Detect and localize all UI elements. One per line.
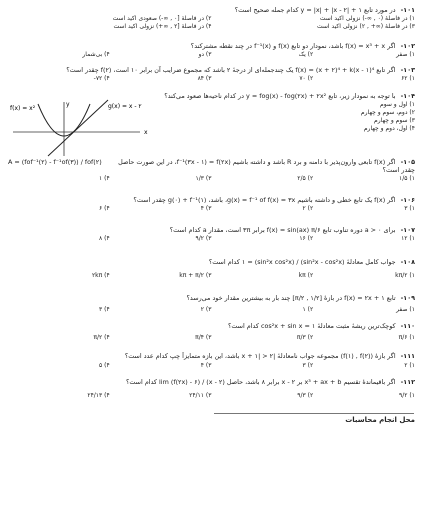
question-103 [8, 66, 415, 83]
options [8, 362, 415, 370]
question-number: ۱۰۱- [400, 6, 415, 14]
option-4[interactable]: ۴) اول، دوم و چهارم [363, 125, 415, 132]
options [8, 75, 415, 83]
options [8, 272, 415, 280]
option-2[interactable]: ۲) ۲/۵ [297, 175, 314, 182]
label-g: g(x) = x - ۲ [108, 103, 142, 110]
question-number: ۱۰۵- [400, 158, 415, 166]
option-3[interactable]: ۳) در فاصلهٔ (∞+ , ۲) نزولی اکید است [316, 23, 415, 30]
option-1[interactable]: ۱) ۹/۲ [399, 392, 415, 399]
option-3[interactable]: ۳) ۱/۳ [195, 175, 212, 182]
question-number: ۱۰۶- [400, 196, 415, 204]
option-1[interactable]: ۱) صفر [396, 306, 415, 313]
option-2[interactable]: ۲) ۱۶ [299, 235, 314, 242]
label-f: f(x) = x² [10, 105, 36, 112]
option-2[interactable]: ۲) ۷۰ [299, 75, 314, 82]
question-number: ۱۱۰- [400, 322, 415, 330]
question-101 [8, 6, 415, 31]
option-3[interactable]: ۳) ۲۴/۱۱ [189, 392, 212, 399]
question-106 [8, 196, 415, 213]
question-stem: تابع f(x) = ۲x + ۱ در بازهٔ [۱/۲ , π/۲] چند بار به بیشترین مقدار خود می‌رسد؟ [186, 294, 396, 302]
option-2[interactable]: ۲) ۹/۳ [297, 392, 314, 399]
question-102 [8, 42, 415, 59]
question-107 [8, 226, 415, 243]
option-4[interactable]: ۴) ۵ [99, 362, 110, 369]
question-stem: اگر باقیماندهٔ تقسیم x³ + ax + b بر x - ۲ برابر ۸ باشد، حاصل lim (f(۲x) - ۶) / (x - ۲) کدام است؟ [126, 378, 396, 386]
option-4[interactable]: ۴) ۳ [99, 306, 110, 313]
scratch-area-label: محل انجام محاسبات [345, 416, 415, 424]
option-4[interactable]: ۴) ۶ [99, 205, 110, 212]
option-2[interactable]: ۲) دوم، سوم و چهارم [360, 109, 415, 116]
option-2[interactable]: ۲) kπ [298, 272, 314, 279]
options [8, 235, 415, 243]
options [235, 101, 415, 133]
option-4[interactable]: ۴) ۸ [99, 235, 110, 242]
question-112 [8, 378, 415, 400]
option-3[interactable]: ۳) ۲ [200, 306, 212, 313]
option-4[interactable]: ۴) ۲۴/۱۳ [87, 392, 110, 399]
question-stem: اگر f(x) یک تابع خطی و داشته باشیم g(x) = f⁻¹ of f(x) = ۳x، باشد، g(۰) + f⁻¹(۱) چقدر است؟ [133, 196, 396, 204]
option-1[interactable]: ۱) اول و سوم [380, 101, 415, 108]
options [8, 334, 415, 342]
option-2[interactable]: ۲) ۲ [302, 205, 314, 212]
line-curve [48, 100, 108, 156]
question-number: ۱۰۸- [400, 258, 415, 266]
function-graph [8, 98, 158, 158]
option-4[interactable]: ۴) ۲kπ [91, 272, 110, 279]
option-1[interactable]: ۱) صفر [396, 51, 415, 58]
option-3[interactable]: ۳) kπ + π/۲ [179, 272, 212, 279]
question-stem: اگر بازهٔ (f(۱) , f(۲)) مجموعه جواب نامعادلهٔ |x + ۱| > ۲ باشد، این بازه متمایزاً چپ کدام عدد است؟ [124, 352, 396, 360]
question-stem-cont: چقدر است؟ [382, 166, 415, 174]
option-3[interactable]: ۳) دو [198, 51, 212, 58]
option-4[interactable]: ۴) ۷۲- [93, 75, 110, 82]
question-111 [8, 352, 415, 370]
question-109 [8, 294, 415, 314]
question-stem: اگر f(x) تابعی وارون‌پذیر با دامنه و برد R باشد و داشته باشیم f⁻¹(۳x - ۱) = f(۲x)، در این صورت حاصل [118, 158, 396, 166]
question-108 [8, 258, 415, 280]
option-3[interactable]: ۳) ۴ [200, 362, 212, 369]
question-number: ۱۰۲- [400, 42, 415, 50]
options [8, 175, 415, 183]
options [8, 205, 415, 213]
option-4[interactable]: ۴) بی‌شمار [82, 51, 110, 58]
options [8, 15, 415, 31]
question-stem: کوچک‌ترین ریشهٔ مثبت معادلهٔ cos²x + sin x = ۱ کدام است؟ [227, 322, 396, 330]
question-stem: اگر تابع f(x) = (x + ۲)⁴ + k(x - ۱)⁴ یک چندجمله‌ای از درجهٔ ۲ باشد که مجموع ضرایب آن برابر ۱۰ است، f(۲) چقدر است؟ [66, 66, 396, 74]
option-4[interactable]: ۴) π/۲ [93, 334, 110, 341]
question-number: ۱۰۳- [400, 66, 415, 74]
option-3[interactable]: ۳) π/۴ [195, 334, 212, 341]
question-number: ۱۱۱- [400, 352, 415, 360]
option-1[interactable]: ۱) ۱/۵ [399, 175, 415, 182]
divider [214, 413, 414, 414]
option-4[interactable]: ۴) ۱ [99, 175, 110, 182]
question-stem: اگر f(x) = x³ + x باشد، نمودار دو تابع f(x) و f⁻¹(x) در چند نقطه مشترکند؟ [190, 42, 396, 50]
axis-x-label: x [144, 129, 148, 136]
option-1[interactable]: ۱) در فاصلهٔ (۰ , ∞-) نزولی اکید است [319, 15, 415, 22]
option-1[interactable]: ۱) ۶۲ [401, 75, 415, 82]
option-1[interactable]: ۱) ۳ [404, 205, 415, 212]
question-stem: جواب کامل معادلهٔ (sin²x - cos²x) / (sin²x cos²x) = ۱ کدام است؟ [208, 258, 396, 266]
option-1[interactable]: ۱) ۱۲ [401, 235, 415, 242]
option-2[interactable]: ۲) یک [298, 51, 314, 58]
question-number: ۱۰۷- [400, 226, 415, 234]
option-3[interactable]: ۳) سوم و چهارم [374, 117, 415, 124]
options [8, 306, 415, 314]
option-2[interactable]: ۲) π/۳ [296, 334, 314, 341]
option-1[interactable]: ۱) ۲ [404, 362, 415, 369]
option-3[interactable]: ۳) ۸۴ [197, 75, 212, 82]
options [8, 392, 415, 400]
question-110 [8, 322, 415, 342]
question-stem: در مورد تابع y = |x| + |x - ۲| + ۱ کدام جمله صحیح است؟ [234, 6, 396, 14]
axis-y-label: y [66, 101, 70, 108]
option-3[interactable]: ۳) ۴ [200, 205, 212, 212]
formula: A = (fof⁻¹(۲) - f⁻¹of(۳)) / fof(۲) [8, 158, 102, 166]
question-number: ۱۰۴- [400, 92, 415, 100]
option-1[interactable]: ۱) π/۶ [398, 334, 415, 341]
question-number: ۱۰۹- [400, 294, 415, 302]
question-105 [8, 158, 415, 183]
question-number: ۱۱۲- [400, 378, 415, 386]
option-1[interactable]: ۱) kπ/۲ [395, 272, 415, 279]
option-3[interactable]: ۳) ۹/۲ [195, 235, 212, 242]
options [8, 51, 415, 59]
option-2[interactable]: ۲) ۳ [302, 362, 314, 369]
option-2[interactable]: ۲) در فاصلهٔ [۰ , ∞-) صعودی اکید است [112, 15, 212, 22]
question-stem: برای a > ۰ دوره تناوب تابع f(x) = sin(ax) π/۶ برابر ۳π است، مقدار a کدام است؟ [169, 226, 396, 234]
question-stem: با توجه به نمودار زیر، تابع y = fog(x) - fog(۲x) + ۲x² در کدام ناحیه‌ها صعود می‌کند؟ [164, 92, 396, 100]
option-4[interactable]: ۴) در فاصلهٔ [۲ , ∞+) نزولی اکید است [113, 23, 212, 30]
option-2[interactable]: ۲) ۱ [302, 306, 314, 313]
